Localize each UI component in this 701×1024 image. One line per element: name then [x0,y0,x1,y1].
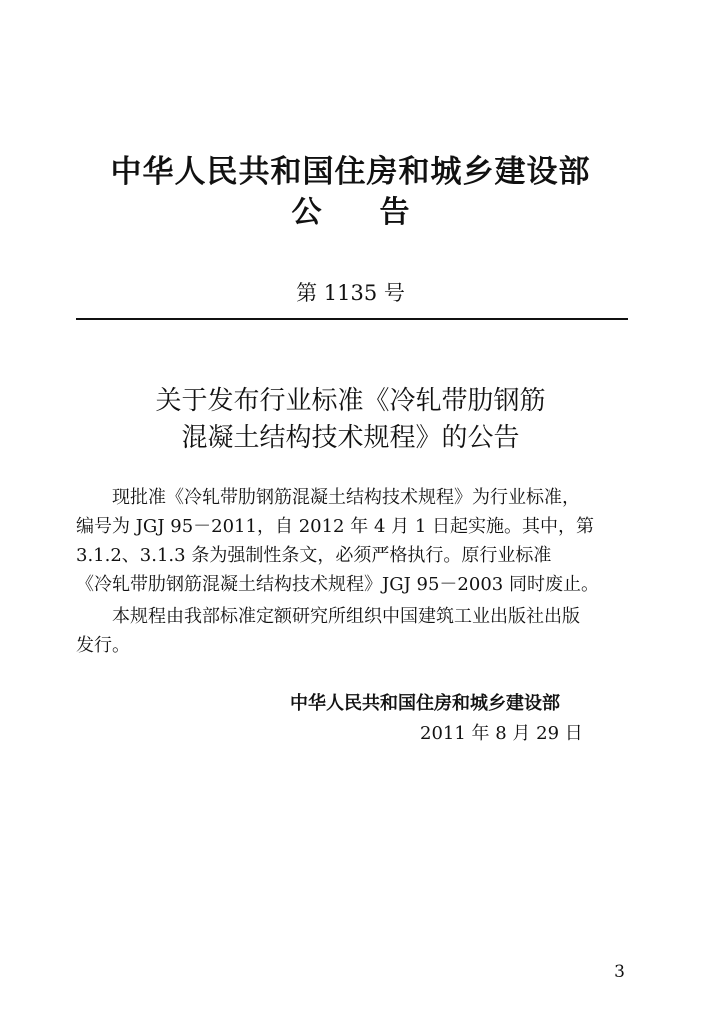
announcement-number: 第 1135 号 [296,281,405,305]
body-paragraph-2-line-1: 本规程由我部标准定额研究所组织中国建筑工业出版社出版 [112,606,580,627]
body-paragraph-1-line-1: 现批准《冷轧带肋钢筋混凝土结构技术规程》为行业标准， [112,487,580,508]
ministry-title: 中华人民共和国住房和城乡建设部 [110,154,591,190]
body-paragraph-1-line-4: 《冷轧带肋钢筋混凝土结构技术规程》JGJ 95－2003 同时废止。 [76,574,599,595]
body-paragraph-1-line-3: 3.1.2、3.1.3 条为强制性条文，必须严格执行。原行业标准 [76,545,552,566]
header-divider [76,318,628,320]
body-paragraph-2-line-2: 发行。 [76,635,130,656]
page-number: 3 [614,962,625,982]
announcement-heading-line-1: 关于发布行业标准《冷轧带肋钢筋 [155,386,546,416]
signature-date: 2011 年 8 月 29 日 [420,723,583,744]
signature-organization: 中华人民共和国住房和城乡建设部 [290,693,560,714]
announcement-title: 公告 [291,195,468,230]
announcement-heading-line-2: 混凝土结构技术规程》的公告 [181,423,520,453]
body-paragraph-1-line-2: 编号为 JGJ 95－2011，自 2012 年 4 月 1 日起实施。其中，第 [76,516,595,537]
